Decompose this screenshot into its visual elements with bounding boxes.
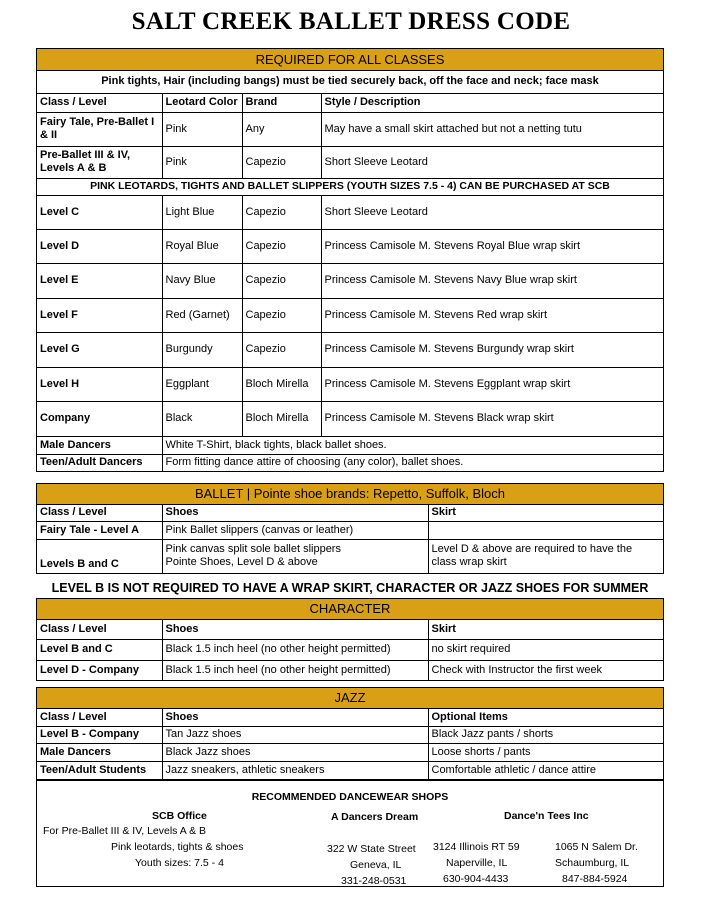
level-cell: Teen/Adult Dancers bbox=[37, 454, 162, 471]
shoes-cell: Black 1.5 inch heel (no other height permitted) bbox=[162, 639, 428, 660]
color-cell: Pink bbox=[162, 112, 242, 146]
items-cell: Black Jazz pants / shorts bbox=[428, 726, 663, 743]
items-cell: Loose shorts / pants bbox=[428, 743, 663, 761]
scb-office-line: Pink leotards, tights & shoes bbox=[111, 841, 244, 853]
brand-cell: Bloch Mirella bbox=[242, 401, 321, 436]
style-cell: Princess Camisole M. Stevens Navy Blue wrap skirt bbox=[321, 263, 663, 298]
skirt-line: Level D & above are required to have the bbox=[431, 543, 633, 556]
col-header-class: Class / Level bbox=[37, 619, 162, 639]
dancers-dream-phone: 331-248-0531 bbox=[341, 875, 407, 887]
level-cell: Level E bbox=[37, 263, 162, 298]
level-cell: Level D bbox=[37, 229, 162, 263]
col-header-brand: Brand bbox=[242, 93, 321, 112]
table-row bbox=[37, 401, 663, 436]
brand-cell: Any bbox=[242, 112, 321, 146]
ballet-section bbox=[36, 483, 664, 574]
table-row bbox=[37, 761, 663, 779]
dancers-dream-street: 322 W State Street bbox=[327, 843, 416, 855]
col-header-optional-items: Optional Items bbox=[428, 708, 663, 726]
level-cell: Level F bbox=[37, 298, 162, 332]
required-note: Pink tights, Hair (including bangs) must be tied securely back, off the face and neck; face mask bbox=[37, 70, 663, 93]
skirt-cell bbox=[428, 521, 663, 539]
col-header-class: Class / Level bbox=[37, 708, 162, 726]
col-header-shoes: Shoes bbox=[162, 619, 428, 639]
col-header-class: Class / Level bbox=[37, 93, 162, 112]
shoes-cell: Pink Ballet slippers (canvas or leather) bbox=[162, 521, 428, 539]
required-header: REQUIRED FOR ALL CLASSES bbox=[37, 49, 663, 70]
color-cell: Navy Blue bbox=[162, 263, 242, 298]
character-header: CHARACTER bbox=[37, 599, 663, 619]
style-cell: Princess Camisole M. Stevens Red wrap skirt bbox=[321, 298, 663, 332]
table-row bbox=[37, 454, 663, 471]
style-cell: Princess Camisole M. Stevens Black wrap skirt bbox=[321, 401, 663, 436]
brand-cell: Capezio bbox=[242, 263, 321, 298]
table-row bbox=[37, 743, 663, 761]
style-cell: Short Sleeve Leotard bbox=[321, 146, 663, 178]
table-row bbox=[37, 112, 663, 146]
brand-cell: Capezio bbox=[242, 298, 321, 332]
brand-cell: Bloch Mirella bbox=[242, 367, 321, 401]
required-section bbox=[36, 48, 664, 472]
tees-loc1-street: 3124 Illinois RT 59 bbox=[433, 841, 520, 853]
style-cell: May have a small skirt attached but not a netting tutu bbox=[321, 112, 663, 146]
jazz-section bbox=[36, 687, 664, 780]
level-cell: Company bbox=[37, 401, 162, 436]
jazz-header: JAZZ bbox=[37, 688, 663, 708]
tees-loc1-phone: 630-904-4433 bbox=[443, 873, 509, 885]
style-cell: Short Sleeve Leotard bbox=[321, 195, 663, 229]
color-cell: Burgundy bbox=[162, 332, 242, 367]
table-row bbox=[37, 539, 663, 573]
dancewear-shops bbox=[36, 780, 664, 887]
color-cell: Eggplant bbox=[162, 367, 242, 401]
table-row bbox=[37, 195, 663, 229]
shoes-cell: Jazz sneakers, athletic sneakers bbox=[162, 761, 428, 779]
dance-n-tees-name: Dance'n Tees Inc bbox=[504, 810, 589, 822]
dancers-dream-name: A Dancers Dream bbox=[331, 811, 419, 823]
skirt-cell: no skirt required bbox=[428, 639, 663, 660]
table-row bbox=[37, 521, 663, 539]
desc-cell: Form fitting dance attire of choosing (any color), ballet shoes. bbox=[162, 454, 663, 471]
brand-cell: Capezio bbox=[242, 195, 321, 229]
table-row bbox=[37, 660, 663, 680]
level-cell: Level B and C bbox=[37, 639, 162, 660]
tees-loc2-phone: 847-884-5924 bbox=[562, 873, 628, 885]
brand-cell: Capezio bbox=[242, 332, 321, 367]
style-cell: Princess Camisole M. Stevens Eggplant wrap skirt bbox=[321, 367, 663, 401]
desc-cell: White T-Shirt, black tights, black ballet shoes. bbox=[162, 436, 663, 454]
col-header-shoes: Shoes bbox=[162, 708, 428, 726]
skirt-cell bbox=[428, 539, 663, 573]
level-cell: Teen/Adult Students bbox=[37, 761, 162, 779]
brand-cell: Capezio bbox=[242, 146, 321, 178]
brand-cell: Capezio bbox=[242, 229, 321, 263]
color-cell: Pink bbox=[162, 146, 242, 178]
col-header-class: Class / Level bbox=[37, 504, 162, 521]
purchase-note: PINK LEOTARDS, TIGHTS AND BALLET SLIPPERS (YOUTH SIZES 7.5 - 4) CAN BE PURCHASED AT SCB bbox=[37, 178, 663, 195]
table-row bbox=[37, 639, 663, 660]
page-title: SALT CREEK BALLET DRESS CODE bbox=[131, 8, 571, 35]
col-header-style: Style / Description bbox=[321, 93, 663, 112]
shoes-cell: Tan Jazz shoes bbox=[162, 726, 428, 743]
color-cell: Black bbox=[162, 401, 242, 436]
col-header-skirt: Skirt bbox=[428, 504, 663, 521]
level-cell: Male Dancers bbox=[37, 436, 162, 454]
scb-office-name: SCB Office bbox=[152, 810, 207, 822]
table-row bbox=[37, 263, 663, 298]
shoes-line: Pointe Shoes, Level D & above bbox=[165, 556, 318, 569]
table-row bbox=[37, 229, 663, 263]
ballet-header: BALLET | Pointe shoe brands: Repetto, Suffolk, Bloch bbox=[37, 484, 663, 504]
shops-header: RECOMMENDED DANCEWEAR SHOPS bbox=[251, 791, 449, 803]
color-cell: Light Blue bbox=[162, 195, 242, 229]
color-cell: Royal Blue bbox=[162, 229, 242, 263]
shoes-cell: Black 1.5 inch heel (no other height permitted) bbox=[162, 660, 428, 680]
level-cell: Male Dancers bbox=[37, 743, 162, 761]
table-row bbox=[37, 146, 663, 178]
level-cell: Level D - Company bbox=[37, 660, 162, 680]
color-cell: Red (Garnet) bbox=[162, 298, 242, 332]
scb-office-line: For Pre-Ballet III & IV, Levels A & B bbox=[43, 825, 207, 837]
level-cell: Fairy Tale - Level A bbox=[37, 521, 162, 539]
table-row bbox=[37, 726, 663, 743]
table-row bbox=[37, 332, 663, 367]
shoes-cell: Black Jazz shoes bbox=[162, 743, 428, 761]
dancers-dream-city: Geneva, IL bbox=[350, 859, 402, 871]
shoes-line: Pink canvas split sole ballet slippers bbox=[165, 543, 341, 556]
level-cell: Level B - Company bbox=[37, 726, 162, 743]
level-cell: Fairy Tale, Pre-Ballet I & II bbox=[37, 112, 162, 146]
table-row bbox=[37, 436, 663, 454]
level-b-note: LEVEL B IS NOT REQUIRED TO HAVE A WRAP SKIRT, CHARACTER OR JAZZ SHOES FOR SUMMER bbox=[51, 581, 649, 595]
style-cell: Princess Camisole M. Stevens Royal Blue wrap skirt bbox=[321, 229, 663, 263]
col-header-leotard-color: Leotard Color bbox=[162, 93, 242, 112]
col-header-skirt: Skirt bbox=[428, 619, 663, 639]
tees-loc2-city: Schaumburg, IL bbox=[555, 857, 630, 869]
shoes-cell bbox=[162, 539, 428, 573]
table-row bbox=[37, 367, 663, 401]
tees-loc1-city: Naperville, IL bbox=[446, 857, 508, 869]
style-cell: Princess Camisole M. Stevens Burgundy wrap skirt bbox=[321, 332, 663, 367]
table-row bbox=[37, 298, 663, 332]
level-cell: Level G bbox=[37, 332, 162, 367]
col-header-shoes: Shoes bbox=[162, 504, 428, 521]
level-cell: Level C bbox=[37, 195, 162, 229]
level-cell: Levels B and C bbox=[37, 539, 162, 573]
tees-loc2-street: 1065 N Salem Dr. bbox=[555, 841, 638, 853]
level-cell: Pre-Ballet III & IV, Levels A & B bbox=[37, 146, 162, 178]
scb-office-line: Youth sizes: 7.5 - 4 bbox=[135, 857, 224, 869]
level-cell: Level H bbox=[37, 367, 162, 401]
skirt-cell: Check with Instructor the first week bbox=[428, 660, 663, 680]
items-cell: Comfortable athletic / dance attire bbox=[428, 761, 663, 779]
character-section bbox=[36, 598, 664, 681]
skirt-line: class wrap skirt bbox=[431, 556, 507, 569]
